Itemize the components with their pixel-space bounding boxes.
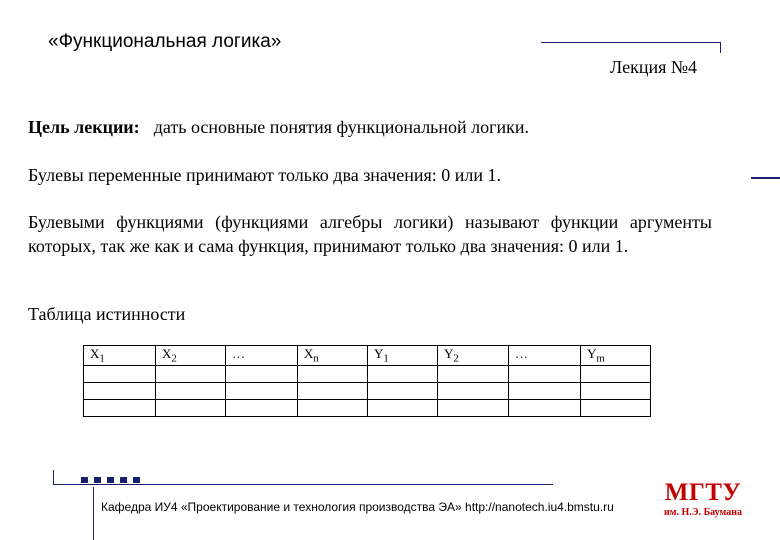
course-title: «Функциональная логика»: [48, 31, 282, 52]
footer-divider: [93, 487, 94, 540]
footer-dots: [81, 477, 140, 483]
header-cell: $Y_2$: [438, 346, 509, 366]
table-cell: [438, 399, 509, 416]
table-cell: [509, 382, 581, 399]
table-cell: [156, 399, 226, 416]
table-cell: [298, 382, 368, 399]
lecture-goal: [28, 117, 529, 138]
table-cell: [84, 365, 156, 382]
footer-corner-line: [53, 470, 54, 485]
footer-rule: [53, 484, 553, 485]
truth-table: [83, 345, 651, 417]
boolean-functions-paragraph: Булевыми функциями (функциями алгебры логики) называют функции аргументы которых, так же как и сама функция, принимают только два значения: 0 или 1.: [28, 212, 712, 256]
table-cell: [156, 382, 226, 399]
table-row: [84, 399, 651, 416]
table-cell: [226, 365, 298, 382]
header-cell: …: [226, 346, 298, 366]
dot: [133, 477, 140, 483]
footer-department: Кафедра ИУ4 «Проектирование и технология производства ЭА» http://nanotech.iu4.bmstu.ru: [101, 500, 614, 514]
header-rule-tick: [720, 42, 721, 53]
dot: [107, 477, 114, 483]
table-cell: [84, 382, 156, 399]
boolean-variables-paragraph: Булевы переменные принимают только два значения: 0 или 1.: [28, 165, 502, 185]
table-row: [84, 365, 651, 382]
table-cell: [509, 365, 581, 382]
logo-name: МГТУ: [664, 479, 742, 506]
table-cell: [438, 382, 509, 399]
header-rule: [541, 42, 721, 43]
header-cell: $Y_1$: [368, 346, 438, 366]
table-cell: [368, 365, 438, 382]
table-cell: [368, 399, 438, 416]
dot: [81, 477, 88, 483]
goal-text: дать основные понятия функциональной логики.: [153, 117, 530, 137]
header-cell: $X_1$: [84, 346, 156, 366]
table-cell: [581, 399, 651, 416]
header-cell: $X_2$: [156, 346, 226, 366]
table-cell: [226, 399, 298, 416]
side-marker: [751, 177, 780, 179]
table-cell: [298, 365, 368, 382]
table-cell: [368, 382, 438, 399]
truth-table-heading: Таблица истинности: [28, 304, 186, 324]
goal-label: Цель лекции:: [28, 117, 140, 137]
logo-subtitle: им. Н.Э. Баумана: [663, 507, 743, 518]
table-cell: [226, 382, 298, 399]
header-cell: $Y_m$: [581, 346, 651, 366]
dot: [120, 477, 127, 483]
table-cell: [298, 399, 368, 416]
table-cell: [156, 365, 226, 382]
table-cell: [438, 365, 509, 382]
header-cell: $X_n$: [298, 346, 368, 366]
header-cell: …: [509, 346, 581, 366]
university-logo: [663, 480, 743, 520]
table-cell: [581, 365, 651, 382]
table-row: [84, 382, 651, 399]
table-cell: [509, 399, 581, 416]
table-cell: [581, 382, 651, 399]
lecture-number: Лекция №4: [610, 57, 698, 77]
truth-table-header-row: [84, 346, 651, 366]
table-cell: [84, 399, 156, 416]
dot: [94, 477, 101, 483]
